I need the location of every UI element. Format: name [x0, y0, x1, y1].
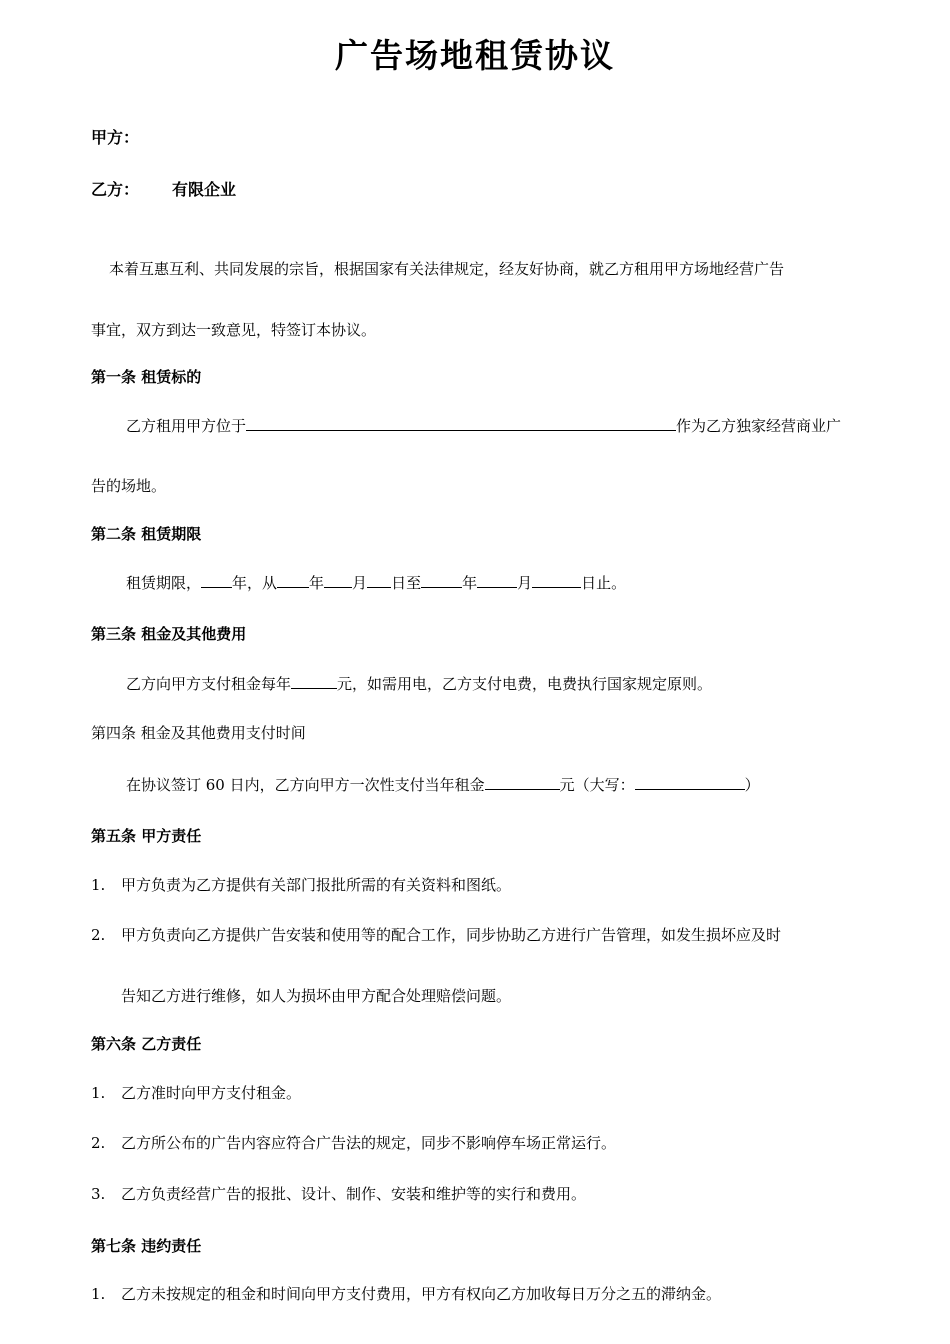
article-3-text-post: 元，如需用电，乙方支付电费，电费执行国家规定原则。: [337, 675, 713, 693]
blank-years[interactable]: [201, 572, 232, 588]
list-item-text: 乙方准时向甲方支付租金。: [121, 1084, 302, 1102]
blank-end-month[interactable]: [477, 572, 517, 588]
article-2-text: [126, 572, 626, 593]
term-text-5: 日至: [391, 574, 422, 592]
article-5-item-2: [91, 925, 781, 945]
list-item-text: 甲方负责向乙方提供广告安装和使用等的配合工作，同步协助乙方进行广告管理，如发生损坏应及时: [121, 926, 782, 944]
article-3-text-pre: 乙方向甲方支付租金每年: [126, 675, 292, 693]
party-b-label: 乙方：: [91, 180, 140, 199]
term-text-4: 月: [352, 574, 368, 592]
list-item-text: 乙方未按规定的租金和时间向甲方支付费用，甲方有权向乙方加收每日万分之五的滞纳金。: [121, 1285, 722, 1303]
blank-rent-amount-words[interactable]: [635, 774, 745, 790]
article-3-text: [126, 673, 712, 694]
document-title: 广告场地租赁协议: [335, 36, 615, 75]
article-1-text: [126, 415, 841, 436]
list-number: 3.: [91, 1185, 106, 1203]
list-item-text: 甲方负责为乙方提供有关部门报批所需的有关资料和图纸。: [121, 876, 512, 894]
article-4-text-mid: 元（大写：: [559, 776, 635, 794]
article-6-item-1: [91, 1083, 301, 1103]
article-3-heading: 第三条 租金及其他费用: [91, 625, 247, 643]
party-b: [91, 180, 236, 200]
list-number: 1.: [91, 1285, 106, 1303]
article-1-text-pre: 乙方租用甲方位于: [126, 417, 247, 435]
blank-location[interactable]: [246, 415, 676, 431]
list-item-text: 乙方所公布的广告内容应符合广告法的规定，同步不影响停车场正常运行。: [121, 1134, 617, 1152]
blank-start-day[interactable]: [367, 572, 391, 588]
list-number: 1.: [91, 876, 106, 894]
list-number: 2.: [91, 1134, 106, 1152]
party-a-label: 甲方：: [91, 128, 140, 147]
article-6-item-2: [91, 1133, 616, 1153]
article-4-text-post: ）: [744, 776, 760, 794]
list-item-text: 乙方负责经营广告的报批、设计、制作、安装和维护等的实行和费用。: [121, 1185, 587, 1203]
preamble-line-2: 事宜，双方到达一致意见，特签订本协议。: [91, 321, 377, 339]
article-7-heading: 第七条 违约责任: [91, 1237, 202, 1255]
party-b-name: 有限企业: [172, 180, 237, 199]
term-text-6: 年: [462, 574, 478, 592]
blank-start-year[interactable]: [277, 572, 309, 588]
blank-rent-amount[interactable]: [485, 774, 560, 790]
list-number: 2.: [91, 926, 106, 944]
blank-end-day[interactable]: [532, 572, 581, 588]
article-6-item-3: [91, 1184, 586, 1204]
blank-start-month[interactable]: [324, 572, 352, 588]
article-4-text-pre: 在协议签订 60 日内，乙方向甲方一次性支付当年租金: [126, 776, 485, 794]
list-number: 1.: [91, 1084, 106, 1102]
term-text-2: 年，从: [232, 574, 278, 592]
article-4-heading: 第四条 租金及其他费用支付时间: [91, 724, 306, 742]
article-5-heading: 第五条 甲方责任: [91, 827, 202, 845]
article-6-heading: 第六条 乙方责任: [91, 1035, 202, 1053]
article-5-item-2-cont: 告知乙方进行维修，如人为损坏由甲方配合处理赔偿问题。: [121, 987, 512, 1005]
preamble-line-1: 本着互惠互利、共同发展的宗旨，根据国家有关法律规定，经友好协商，就乙方租用甲方场地经营广告: [109, 260, 785, 278]
term-text-8: 日止。: [581, 574, 627, 592]
article-4-text: [126, 774, 760, 795]
article-1-line-2: 告的场地。: [91, 477, 167, 495]
article-1-text-post: 作为乙方独家经营商业广: [676, 417, 842, 435]
article-7-item-1: [91, 1284, 721, 1304]
article-5-item-1: [91, 875, 511, 895]
blank-annual-rent[interactable]: [291, 673, 337, 689]
article-1-heading: 第一条 租赁标的: [91, 368, 202, 386]
article-2-heading: 第二条 租赁期限: [91, 525, 202, 543]
term-text-7: 月: [517, 574, 533, 592]
term-text-1: 租赁期限，: [126, 574, 202, 592]
blank-end-year[interactable]: [421, 572, 462, 588]
term-text-3: 年: [309, 574, 325, 592]
